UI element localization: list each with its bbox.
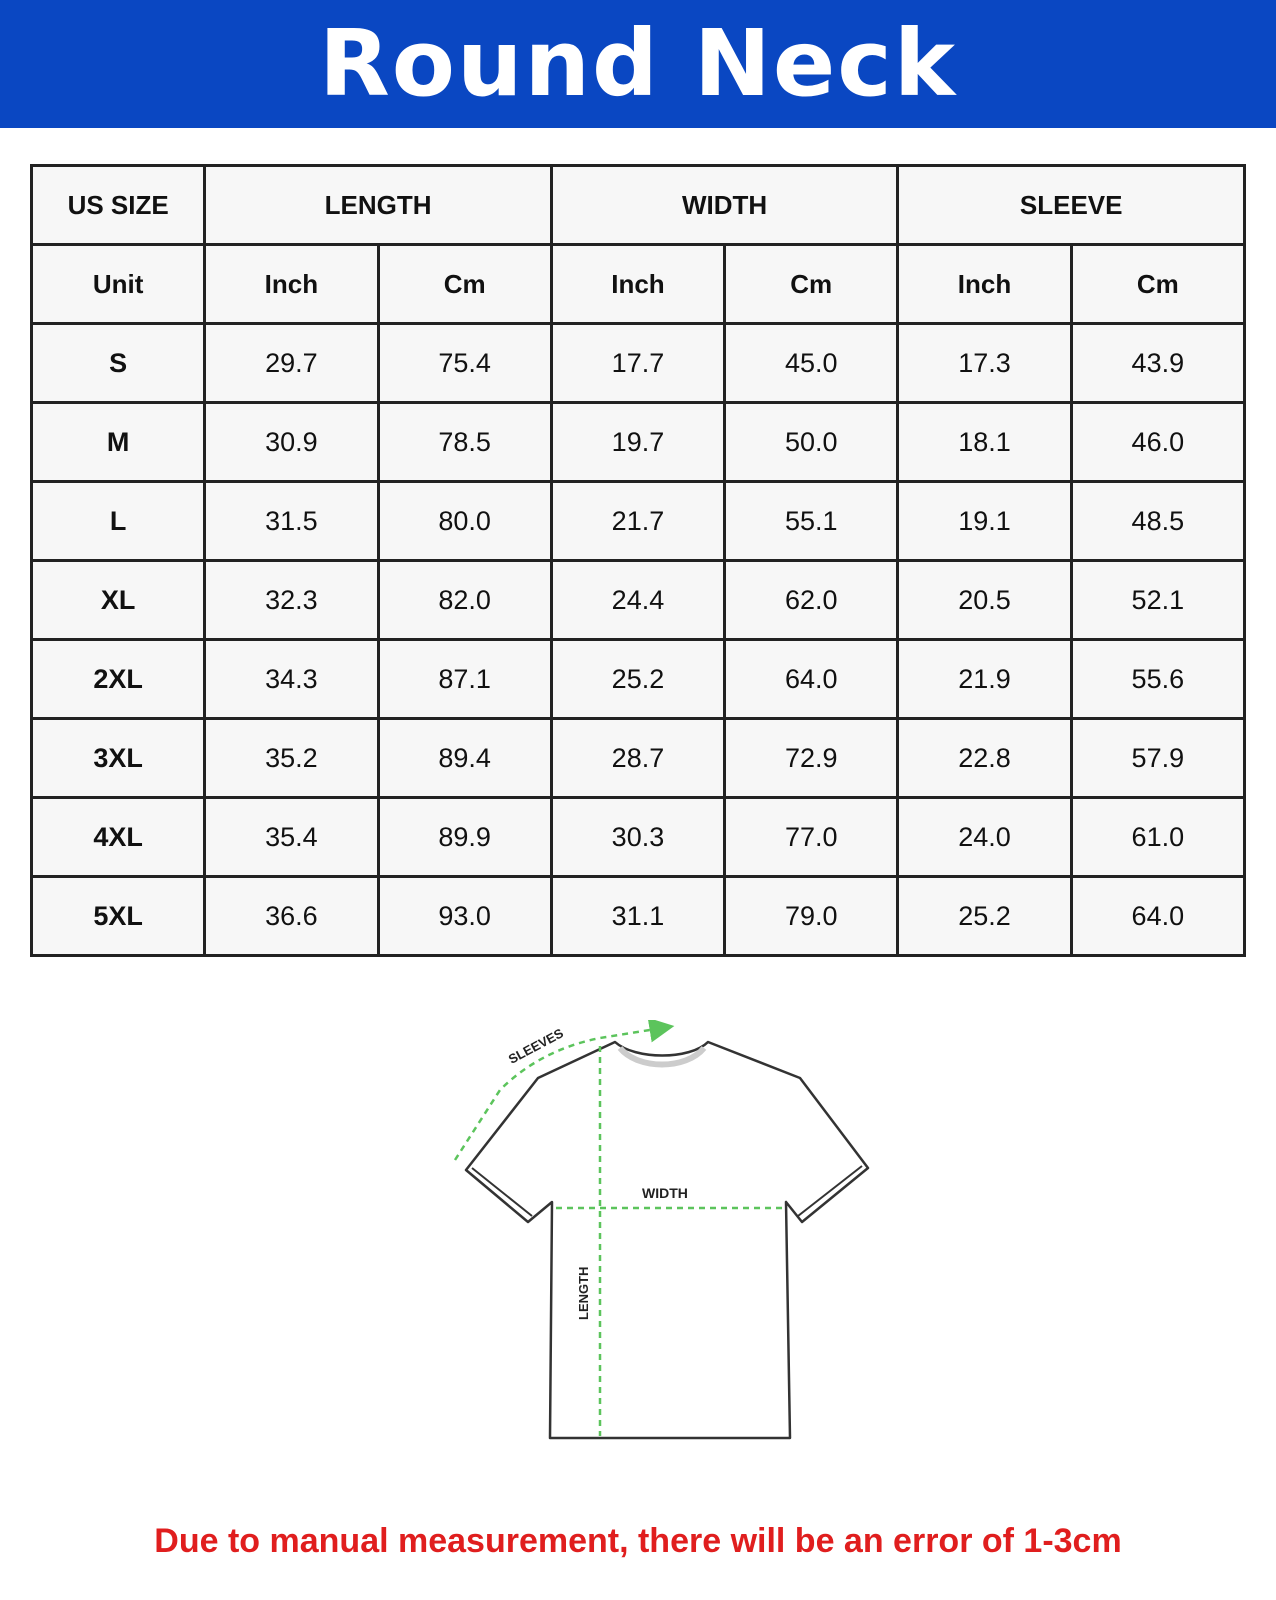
value-cell: 21.7 xyxy=(551,482,724,561)
value-cell: 24.4 xyxy=(551,561,724,640)
header-width: WIDTH xyxy=(551,166,898,245)
length-label: LENGTH xyxy=(576,1266,591,1320)
size-cell: 5XL xyxy=(32,877,205,956)
value-cell: 24.0 xyxy=(898,798,1071,877)
value-cell: 35.2 xyxy=(205,719,378,798)
value-cell: 30.3 xyxy=(551,798,724,877)
tshirt-outline-icon xyxy=(466,1042,868,1438)
value-cell: 25.2 xyxy=(898,877,1071,956)
value-cell: 55.6 xyxy=(1071,640,1244,719)
value-cell: 19.7 xyxy=(551,403,724,482)
value-cell: 61.0 xyxy=(1071,798,1244,877)
unit-sleeve-inch: Inch xyxy=(898,245,1071,324)
value-cell: 43.9 xyxy=(1071,324,1244,403)
value-cell: 80.0 xyxy=(378,482,551,561)
unit-length-cm: Cm xyxy=(378,245,551,324)
value-cell: 30.9 xyxy=(205,403,378,482)
value-cell: 32.3 xyxy=(205,561,378,640)
unit-length-inch: Inch xyxy=(205,245,378,324)
unit-row xyxy=(32,245,1245,324)
table-row xyxy=(32,719,1245,798)
unit-width-cm: Cm xyxy=(725,245,898,324)
value-cell: 89.9 xyxy=(378,798,551,877)
table-row xyxy=(32,482,1245,561)
value-cell: 48.5 xyxy=(1071,482,1244,561)
size-cell: 4XL xyxy=(32,798,205,877)
table-row xyxy=(32,640,1245,719)
title-banner xyxy=(0,0,1276,128)
size-cell: S xyxy=(32,324,205,403)
value-cell: 35.4 xyxy=(205,798,378,877)
value-cell: 36.6 xyxy=(205,877,378,956)
value-cell: 64.0 xyxy=(725,640,898,719)
size-cell: XL xyxy=(32,561,205,640)
header-row xyxy=(32,166,1245,245)
value-cell: 17.7 xyxy=(551,324,724,403)
measurement-note: Due to manual measurement, there will be an error of 1-3cm xyxy=(154,1522,1122,1560)
table-row xyxy=(32,798,1245,877)
header-us-size: US SIZE xyxy=(32,166,205,245)
value-cell: 17.3 xyxy=(898,324,1071,403)
sleeves-label: SLEEVES xyxy=(505,1025,566,1067)
table-row xyxy=(32,403,1245,482)
unit-width-inch: Inch xyxy=(551,245,724,324)
value-cell: 22.8 xyxy=(898,719,1071,798)
value-cell: 31.1 xyxy=(551,877,724,956)
value-cell: 29.7 xyxy=(205,324,378,403)
header-length: LENGTH xyxy=(205,166,552,245)
value-cell: 19.1 xyxy=(898,482,1071,561)
value-cell: 79.0 xyxy=(725,877,898,956)
value-cell: 31.5 xyxy=(205,482,378,561)
value-cell: 21.9 xyxy=(898,640,1071,719)
unit-sleeve-cm: Cm xyxy=(1071,245,1244,324)
value-cell: 45.0 xyxy=(725,324,898,403)
value-cell: 20.5 xyxy=(898,561,1071,640)
size-chart-table xyxy=(30,164,1246,957)
value-cell: 89.4 xyxy=(378,719,551,798)
size-cell: 3XL xyxy=(32,719,205,798)
value-cell: 64.0 xyxy=(1071,877,1244,956)
unit-label: Unit xyxy=(32,245,205,324)
value-cell: 34.3 xyxy=(205,640,378,719)
value-cell: 87.1 xyxy=(378,640,551,719)
size-cell: M xyxy=(32,403,205,482)
tshirt-diagram xyxy=(440,1020,900,1480)
table-row xyxy=(32,324,1245,403)
table-row xyxy=(32,561,1245,640)
value-cell: 28.7 xyxy=(551,719,724,798)
value-cell: 25.2 xyxy=(551,640,724,719)
value-cell: 82.0 xyxy=(378,561,551,640)
value-cell: 78.5 xyxy=(378,403,551,482)
value-cell: 75.4 xyxy=(378,324,551,403)
value-cell: 18.1 xyxy=(898,403,1071,482)
value-cell: 50.0 xyxy=(725,403,898,482)
table-row xyxy=(32,877,1245,956)
value-cell: 62.0 xyxy=(725,561,898,640)
width-label: WIDTH xyxy=(642,1185,688,1201)
size-cell: 2XL xyxy=(32,640,205,719)
value-cell: 46.0 xyxy=(1071,403,1244,482)
value-cell: 57.9 xyxy=(1071,719,1244,798)
value-cell: 55.1 xyxy=(725,482,898,561)
value-cell: 77.0 xyxy=(725,798,898,877)
value-cell: 93.0 xyxy=(378,877,551,956)
value-cell: 72.9 xyxy=(725,719,898,798)
page-title: Round Neck xyxy=(318,10,958,117)
header-sleeve: SLEEVE xyxy=(898,166,1245,245)
size-cell: L xyxy=(32,482,205,561)
value-cell: 52.1 xyxy=(1071,561,1244,640)
